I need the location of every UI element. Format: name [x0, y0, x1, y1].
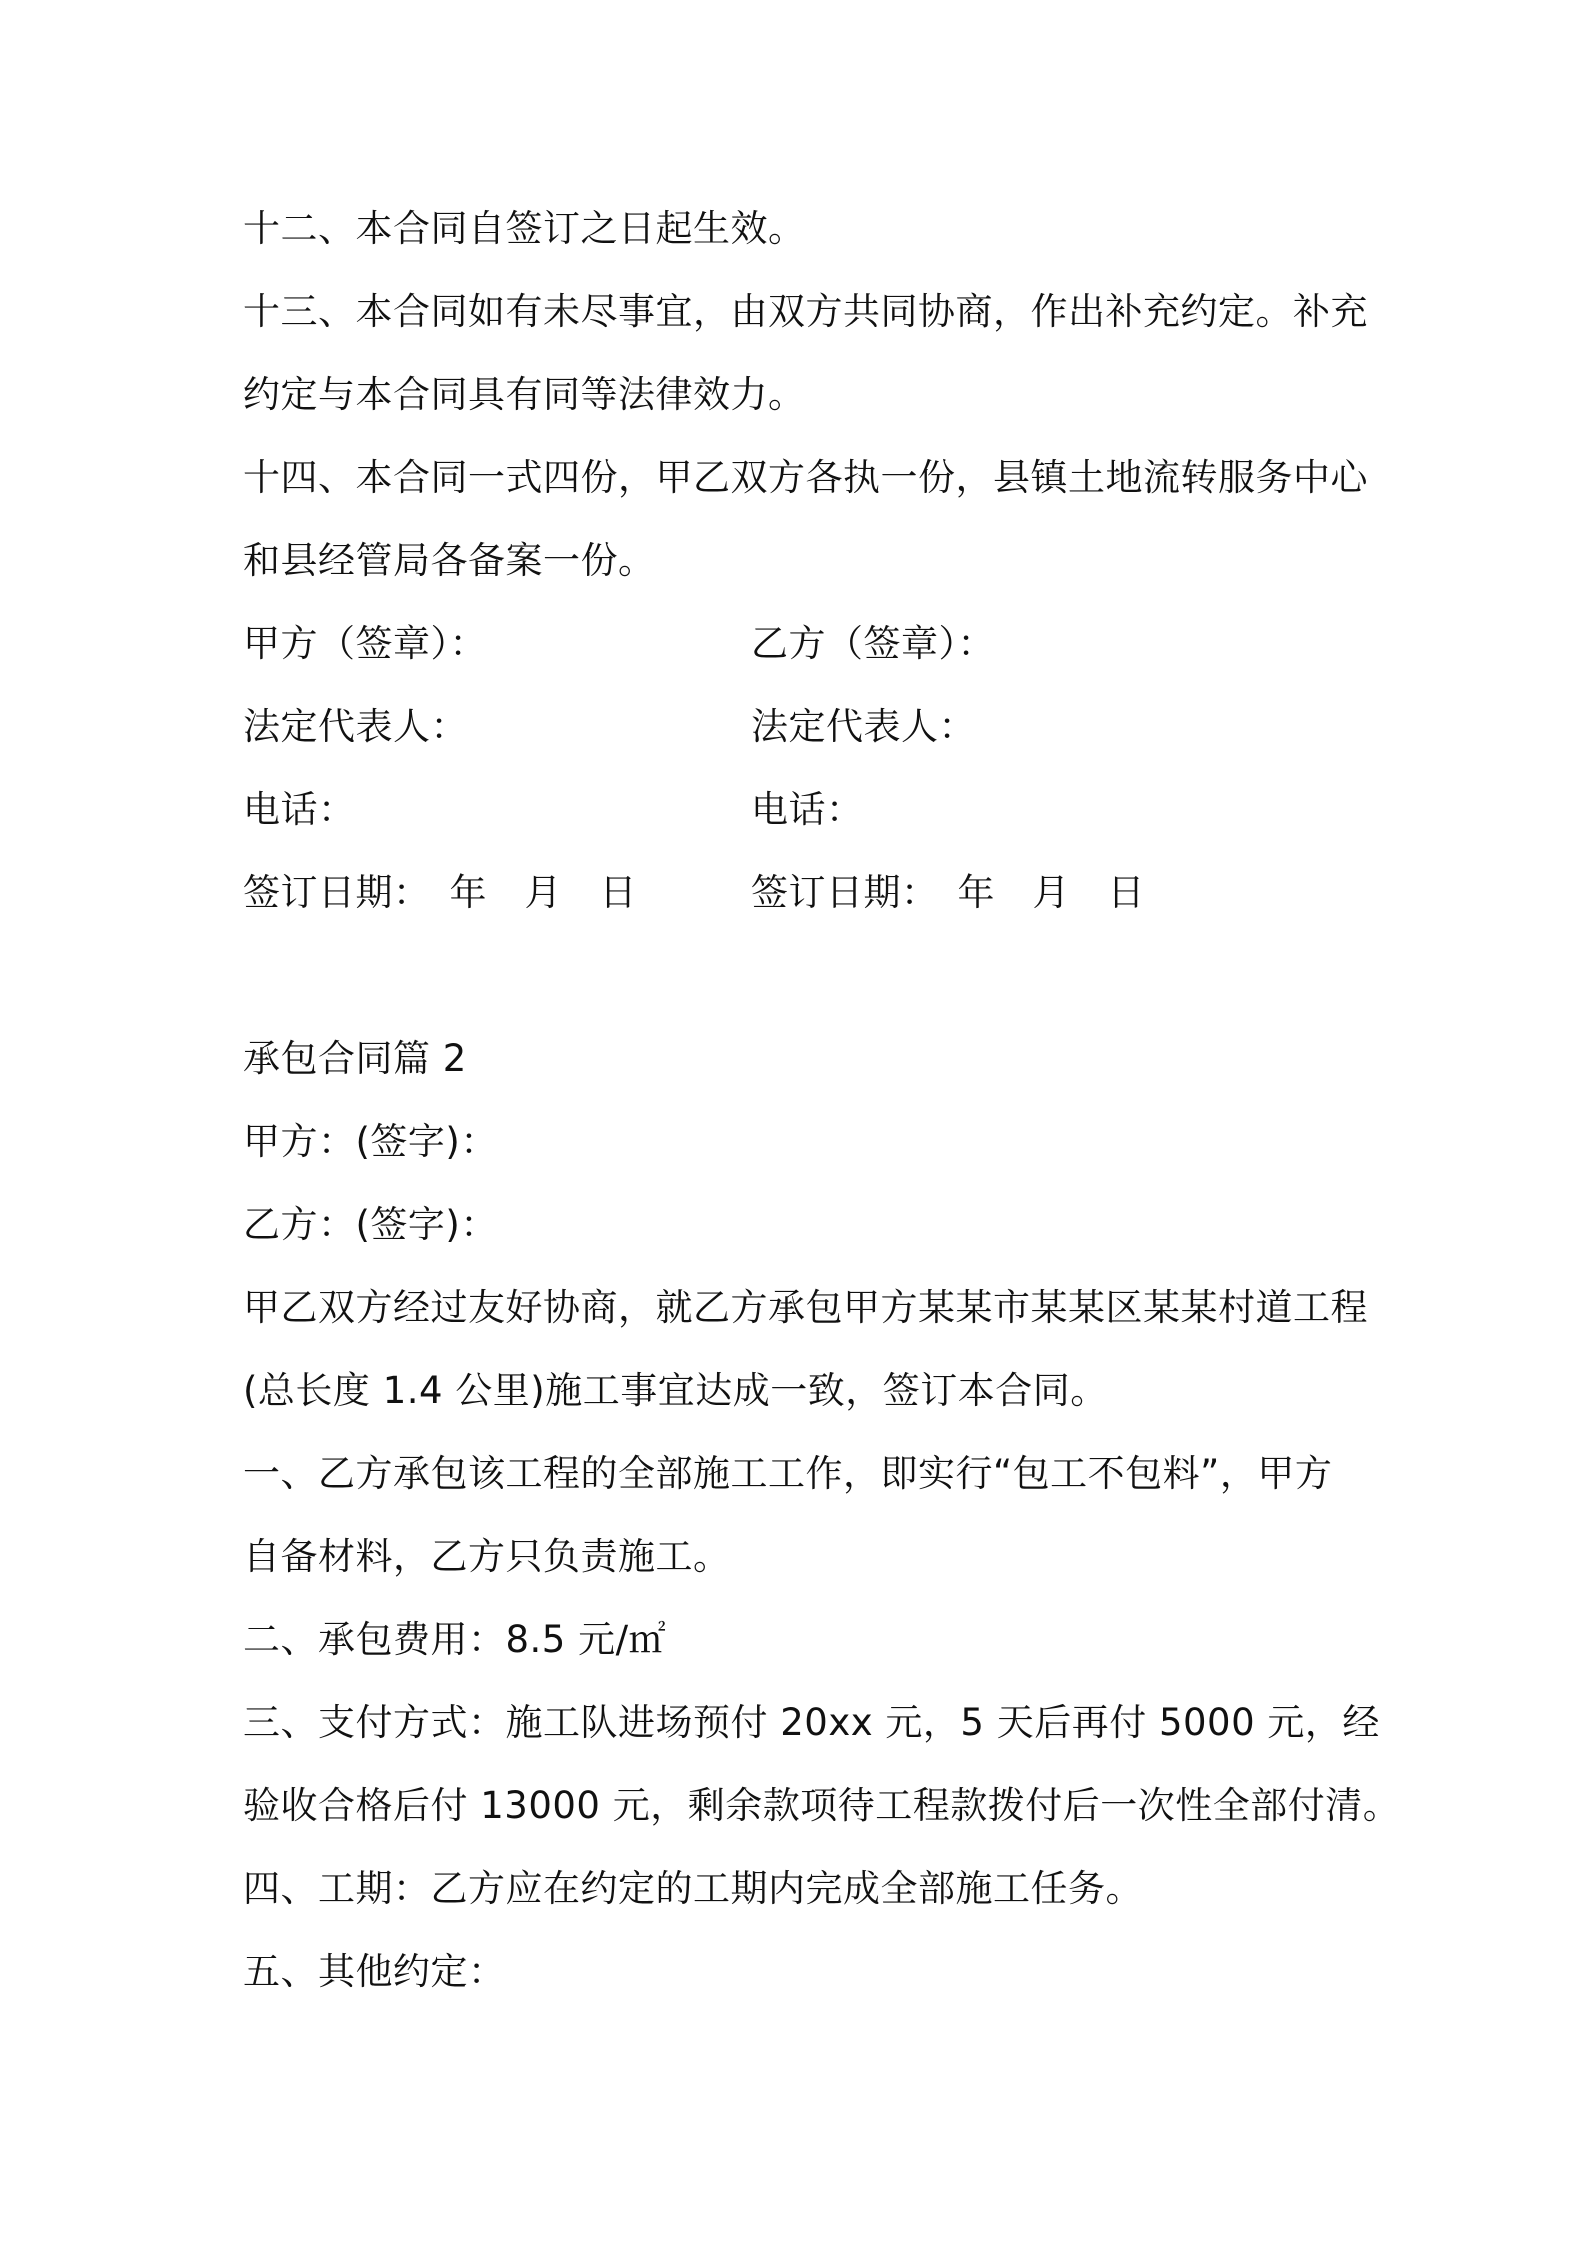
party-b-seal: 乙方（签章）：: [751, 622, 995, 665]
party-a-date: 签订日期： 年 月 日: [243, 871, 637, 914]
clause-1-line-1: 一、乙方承包该工程的全部施工工作，即实行“包工不包料”，甲方: [243, 1452, 1333, 1495]
clause-1-line-2: 自备材料，乙方只负责施工。: [243, 1535, 731, 1578]
clause-4: 四、工期：乙方应在约定的工期内完成全部施工任务。: [243, 1867, 1143, 1910]
party-b-phone: 电话：: [751, 788, 864, 831]
clause-13-line-2: 约定与本合同具有同等法律效力。: [243, 373, 806, 416]
party-b-date: 签订日期： 年 月 日: [751, 871, 1145, 914]
clause-13-line-1: 十三、本合同如有未尽事宜，由双方共同协商，作出补充约定。补充: [243, 290, 1368, 333]
clause-14-line-1: 十四、本合同一式四份，甲乙双方各执一份，县镇土地流转服务中心: [243, 456, 1368, 499]
party-a-rep: 法定代表人：: [243, 705, 468, 748]
clause-2: 二、承包费用：8.5 元/㎡: [243, 1618, 667, 1661]
party-a-seal: 甲方（签章）：: [243, 622, 487, 665]
clause-3-line-2: 验收合格后付 13000 元，剩余款项待工程款拨付后一次性全部付清。: [243, 1784, 1401, 1827]
party-a-phone: 电话：: [243, 788, 356, 831]
section-2-party-a: 甲方：(签字)：: [243, 1120, 498, 1163]
clause-5: 五、其他约定：: [243, 1950, 506, 1993]
section-2-party-b: 乙方：(签字)：: [243, 1203, 498, 1246]
section-2-intro-line-2: (总长度 1.4 公里)施工事宜达成一致，签订本合同。: [243, 1369, 1108, 1412]
clause-3-line-1: 三、支付方式：施工队进场预付 20xx 元，5 天后再付 5000 元，经: [243, 1701, 1380, 1744]
section-2-intro-line-1: 甲乙双方经过友好协商，就乙方承包甲方某某市某某区某某村道工程: [243, 1286, 1368, 1329]
clause-12: 十二、本合同自签订之日起生效。: [243, 207, 806, 250]
section-2-title: 承包合同篇 2: [243, 1037, 467, 1080]
clause-14-line-2: 和县经管局各备案一份。: [243, 539, 656, 582]
party-b-rep: 法定代表人：: [751, 705, 976, 748]
